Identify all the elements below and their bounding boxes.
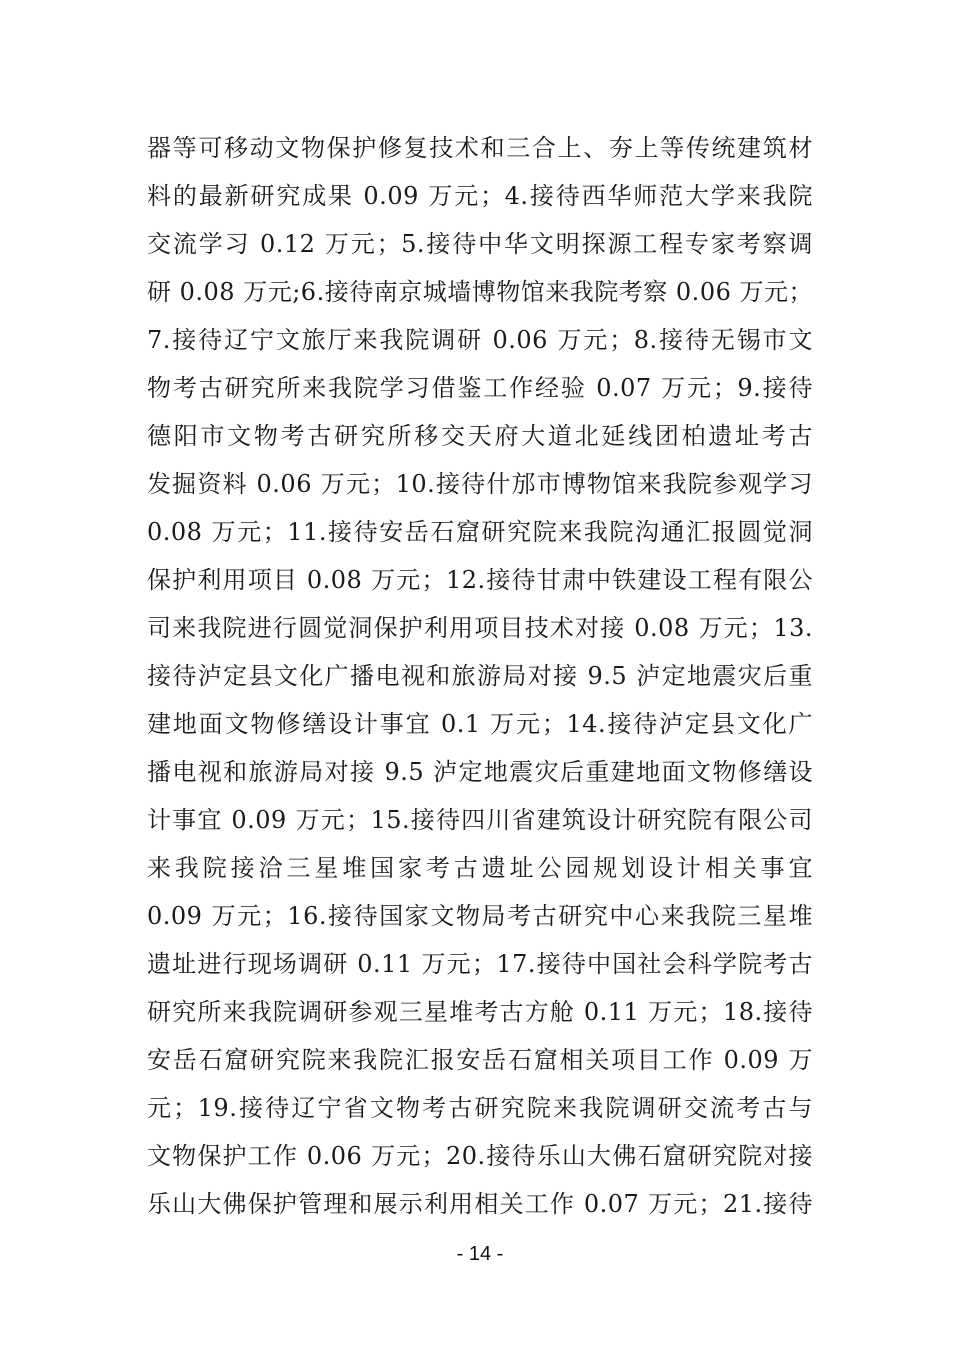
text-line: 研 0.08 万元;6.接待南京城墙博物馆来我院考察 0.06 万元； <box>147 278 813 306</box>
text-line: 来我院接洽三星堆国家考古遗址公园规划设计相关事宜 <box>147 854 813 882</box>
text-line: 料的最新研究成果 0.09 万元；4.接待西华师范大学来我院 <box>147 182 813 210</box>
text-line: 研究所来我院调研参观三星堆考古方舱 0.11 万元；18.接待 <box>147 998 813 1026</box>
text-line: 交流学习 0.12 万元；5.接待中华文明探源工程专家考察调 <box>147 230 813 258</box>
text-line: 发掘资料 0.06 万元；10.接待什邡市博物馆来我院参观学习 <box>147 470 813 498</box>
text-line: 元；19.接待辽宁省文物考古研究院来我院调研交流考古与 <box>147 1094 813 1122</box>
text-line: 0.08 万元；11.接待安岳石窟研究院来我院沟通汇报圆觉洞 <box>147 518 813 546</box>
page-number: - 14 - <box>456 1243 504 1265</box>
text-line: 计事宜 0.09 万元；15.接待四川省建筑设计研究院有限公司 <box>147 806 813 834</box>
text-line: 建地面文物修缮设计事宜 0.1 万元；14.接待泸定县文化广 <box>147 710 813 738</box>
text-line: 安岳石窟研究院来我院汇报安岳石窟相关项目工作 0.09 万 <box>147 1046 813 1074</box>
text-line: 播电视和旅游局对接 9.5 泸定地震灾后重建地面文物修缮设 <box>147 758 813 786</box>
text-line: 德阳市文物考古研究所移交天府大道北延线团柏遗址考古 <box>147 422 813 450</box>
text-line: 遗址进行现场调研 0.11 万元；17.接待中国社会科学院考古 <box>147 950 813 978</box>
text-line: 0.09 万元；16.接待国家文物局考古研究中心来我院三星堆 <box>147 902 813 930</box>
text-line: 7.接待辽宁文旅厅来我院调研 0.06 万元；8.接待无锡市文 <box>147 326 813 354</box>
text-line: 保护利用项目 0.08 万元；12.接待甘肃中铁建设工程有限公 <box>147 566 813 594</box>
body-paragraph <box>147 124 813 1228</box>
text-line: 乐山大佛保护管理和展示利用相关工作 0.07 万元；21.接待 <box>147 1190 813 1218</box>
text-line: 接待泸定县文化广播电视和旅游局对接 9.5 泸定地震灾后重 <box>147 662 813 690</box>
text-line: 司来我院进行圆觉洞保护利用项目技术对接 0.08 万元；13. <box>147 614 813 642</box>
text-line: 物考古研究所来我院学习借鉴工作经验 0.07 万元；9.接待 <box>147 374 813 402</box>
text-line: 器等可移动文物保护修复技术和三合上、夯上等传统建筑材 <box>147 134 813 162</box>
text-line: 文物保护工作 0.06 万元；20.接待乐山大佛石窟研究院对接 <box>147 1142 813 1170</box>
